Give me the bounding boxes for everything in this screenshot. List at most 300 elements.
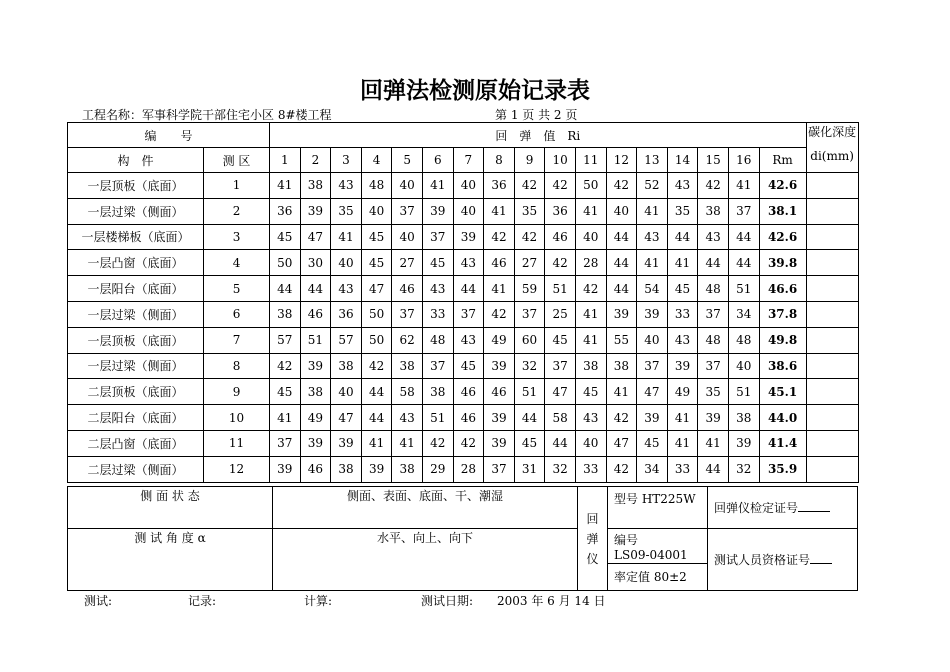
table-row	[68, 224, 859, 250]
rebound-value-cell: 42	[270, 353, 301, 379]
table-row	[68, 379, 859, 405]
point-header: 9	[514, 148, 545, 173]
rm-value-cell: 42.6	[759, 224, 806, 250]
rebound-value-cell: 39	[728, 430, 759, 456]
rebound-value-cell: 38	[270, 301, 301, 327]
rebound-value-cell: 42	[484, 224, 515, 250]
rebound-value-cell: 27	[514, 250, 545, 276]
instrument-model: 型号 HT225W	[614, 492, 696, 506]
table-row	[68, 430, 859, 456]
cert-blank	[798, 500, 830, 512]
rebound-value-cell: 45	[361, 250, 392, 276]
rebound-value-cell: 47	[545, 379, 576, 405]
rebound-value-cell: 55	[606, 327, 637, 353]
point-header: 13	[637, 148, 668, 173]
rebound-value-cell: 37	[698, 353, 729, 379]
rebound-value-cell: 37	[514, 301, 545, 327]
instrument-label	[578, 487, 608, 591]
rebound-value-cell: 46	[453, 379, 484, 405]
carbonation-cell	[806, 250, 858, 276]
rm-value-cell: 49.8	[759, 327, 806, 353]
rebound-value-cell: 32	[545, 456, 576, 482]
rm-value-cell: 42.6	[759, 173, 806, 199]
rebound-value-cell: 37	[422, 224, 453, 250]
rebound-value-cell: 47	[637, 379, 668, 405]
rebound-value-cell: 49	[484, 327, 515, 353]
rebound-value-cell: 39	[484, 353, 515, 379]
rebound-value-cell: 51	[514, 379, 545, 405]
rebound-value-cell: 42	[361, 353, 392, 379]
rebound-value-cell: 54	[637, 276, 668, 302]
rebound-value-cell: 52	[637, 173, 668, 199]
rebound-value-cell: 33	[667, 301, 698, 327]
rebound-value-cell: 45	[270, 224, 301, 250]
component-cell: 一层凸窗（底面）	[68, 250, 204, 276]
rebound-value-cell: 50	[270, 250, 301, 276]
table-row	[68, 327, 859, 353]
rebound-value-cell: 41	[270, 405, 301, 431]
rebound-value-cell: 46	[453, 405, 484, 431]
rebound-value-cell: 39	[422, 198, 453, 224]
rebound-value-cell: 62	[392, 327, 423, 353]
rebound-value-cell: 41	[575, 301, 606, 327]
rebound-value-cell: 40	[606, 198, 637, 224]
carbonation-cell	[806, 405, 858, 431]
rebound-value-cell: 38	[331, 353, 362, 379]
rebound-value-cell: 45	[545, 327, 576, 353]
zone-cell: 4	[204, 250, 270, 276]
rebound-value-cell: 47	[361, 276, 392, 302]
carbonation-cell	[806, 173, 858, 199]
rebound-value-cell: 43	[453, 327, 484, 353]
rebound-value-cell: 43	[331, 173, 362, 199]
point-header: 2	[300, 148, 331, 173]
rebound-value-cell: 47	[300, 224, 331, 250]
serial-label: 编号	[614, 533, 639, 547]
rebound-value-cell: 38	[331, 456, 362, 482]
rebound-value-cell: 41	[484, 198, 515, 224]
rebound-value-cell: 36	[545, 198, 576, 224]
rm-value-cell: 37.8	[759, 301, 806, 327]
zone-cell: 7	[204, 327, 270, 353]
rebound-value-cell: 40	[575, 224, 606, 250]
rebound-value-cell: 45	[514, 430, 545, 456]
point-header: 3	[331, 148, 362, 173]
rebound-value-cell: 49	[667, 379, 698, 405]
rebound-value-cell: 48	[422, 327, 453, 353]
component-cell: 二层阳台（底面）	[68, 405, 204, 431]
rebound-value-cell: 39	[484, 405, 515, 431]
point-header: 16	[728, 148, 759, 173]
rebound-value-cell: 42	[514, 224, 545, 250]
rebound-value-cell: 36	[270, 198, 301, 224]
rebound-value-cell: 45	[453, 353, 484, 379]
rebound-value-cell: 28	[575, 250, 606, 276]
rebound-value-cell: 39	[637, 405, 668, 431]
angle-label: 测 试 角 度 α	[68, 529, 273, 591]
rebound-value-cell: 46	[484, 379, 515, 405]
zone-cell: 3	[204, 224, 270, 250]
rebound-value-cell: 48	[698, 276, 729, 302]
carbonation-cell	[806, 301, 858, 327]
rebound-value-cell: 50	[361, 327, 392, 353]
rebound-value-cell: 35	[514, 198, 545, 224]
rebound-value-cell: 58	[392, 379, 423, 405]
rebound-value-cell: 36	[331, 301, 362, 327]
point-header: 7	[453, 148, 484, 173]
zone-cell: 6	[204, 301, 270, 327]
rebound-value-cell: 43	[637, 224, 668, 250]
rebound-value-cell: 42	[453, 430, 484, 456]
personnel-cert-cell	[708, 529, 858, 591]
rebound-value-cell: 25	[545, 301, 576, 327]
rebound-value-cell: 30	[300, 250, 331, 276]
carbonation-cell	[806, 379, 858, 405]
rebound-value-cell: 43	[667, 327, 698, 353]
personnel-cert-blank	[810, 552, 832, 564]
serial-value: LS09-04001	[614, 548, 688, 562]
component-cell: 一层过梁（侧面）	[68, 353, 204, 379]
rm-value-cell: 35.9	[759, 456, 806, 482]
rebound-value-cell: 40	[361, 198, 392, 224]
rm-header: Rm	[759, 148, 806, 173]
rebound-value-cell: 44	[698, 250, 729, 276]
rebound-value-cell: 37	[637, 353, 668, 379]
component-cell: 一层楼梯板（底面）	[68, 224, 204, 250]
rebound-value-cell: 41	[422, 173, 453, 199]
rebound-value-cell: 48	[698, 327, 729, 353]
point-header: 5	[392, 148, 423, 173]
rebound-value-cell: 39	[361, 456, 392, 482]
personnel-cert-label: 测试人员资格证号	[714, 553, 811, 567]
rebound-value-cell: 37	[698, 301, 729, 327]
zone-cell: 10	[204, 405, 270, 431]
rebound-value-cell: 41	[667, 405, 698, 431]
rebound-value-cell: 33	[422, 301, 453, 327]
rebound-value-cell: 41	[698, 430, 729, 456]
component-cell: 一层顶板（底面）	[68, 173, 204, 199]
rebound-value-cell: 42	[545, 173, 576, 199]
rebound-value-cell: 42	[484, 301, 515, 327]
rm-value-cell: 41.4	[759, 430, 806, 456]
rebound-value-cell: 33	[667, 456, 698, 482]
point-header: 12	[606, 148, 637, 173]
rebound-value-cell: 59	[514, 276, 545, 302]
rebound-value-cell: 46	[545, 224, 576, 250]
table-row	[68, 456, 859, 482]
side-state-label: 侧 面 状 态	[68, 487, 273, 529]
rebound-record-table	[67, 122, 859, 483]
rebound-value-cell: 44	[728, 224, 759, 250]
rebound-value-cell: 38	[300, 173, 331, 199]
rebound-value-cell: 45	[270, 379, 301, 405]
rm-value-cell: 44.0	[759, 405, 806, 431]
calibration-value: 率定值 80±2	[614, 570, 687, 584]
rebound-value-cell: 44	[300, 276, 331, 302]
rebound-value-cell: 48	[361, 173, 392, 199]
rebound-value-cell: 46	[484, 250, 515, 276]
rebound-value-cell: 58	[545, 405, 576, 431]
rebound-value-cell: 43	[698, 224, 729, 250]
rebound-value-cell: 41	[392, 430, 423, 456]
carbonation-cell	[806, 456, 858, 482]
rebound-value-cell: 39	[300, 430, 331, 456]
point-header: 11	[575, 148, 606, 173]
rebound-value-cell: 37	[545, 353, 576, 379]
rebound-value-cell: 39	[270, 456, 301, 482]
instrument-cert	[708, 499, 857, 516]
rebound-value-cell: 50	[575, 173, 606, 199]
rebound-value-cell: 45	[361, 224, 392, 250]
point-header: 14	[667, 148, 698, 173]
rebound-value-cell: 38	[392, 353, 423, 379]
rebound-value-cell: 41	[575, 327, 606, 353]
zone-cell: 8	[204, 353, 270, 379]
rebound-value-cell: 40	[392, 173, 423, 199]
rebound-value-cell: 42	[575, 276, 606, 302]
carbonation-cell	[806, 353, 858, 379]
table-row	[68, 250, 859, 276]
instrument-label-text: 回弹仪	[586, 511, 599, 566]
rebound-value-cell: 40	[575, 430, 606, 456]
carbonation-cell	[806, 327, 858, 353]
point-header: 15	[698, 148, 729, 173]
rebound-value-cell: 48	[728, 327, 759, 353]
rebound-value-cell: 42	[698, 173, 729, 199]
rebound-value-cell: 37	[392, 301, 423, 327]
component-header: 构 件	[68, 148, 204, 173]
page-info: 第 1 页 共 2 页	[495, 108, 578, 122]
rebound-value-cell: 38	[575, 353, 606, 379]
rebound-value-cell: 47	[331, 405, 362, 431]
component-cell: 二层过梁（侧面）	[68, 456, 204, 482]
rebound-value-cell: 49	[300, 405, 331, 431]
carbonation-unit: di(mm)	[810, 149, 854, 163]
zone-cell: 1	[204, 173, 270, 199]
carbonation-header	[806, 123, 858, 173]
rebound-value-cell: 41	[361, 430, 392, 456]
rebound-value-cell: 39	[453, 224, 484, 250]
recorder-label: 记录:	[188, 594, 217, 608]
test-date-label: 测试日期:	[421, 594, 474, 608]
rebound-value-cell: 42	[514, 173, 545, 199]
rm-value-cell: 38.1	[759, 198, 806, 224]
rebound-value-cell: 42	[606, 456, 637, 482]
rebound-value-cell: 44	[667, 224, 698, 250]
rebound-value-cell: 38	[606, 353, 637, 379]
rebound-value-cell: 42	[606, 405, 637, 431]
table-row	[68, 405, 859, 431]
instrument-info-table	[67, 486, 858, 591]
point-header: 1	[270, 148, 301, 173]
zone-cell: 12	[204, 456, 270, 482]
rebound-value-cell: 40	[331, 379, 362, 405]
rebound-value-cell: 31	[514, 456, 545, 482]
component-cell: 一层过梁（侧面）	[68, 301, 204, 327]
carbonation-label: 碳化深度	[808, 125, 857, 139]
rebound-value-cell: 43	[422, 276, 453, 302]
rebound-value-cell: 43	[392, 405, 423, 431]
rebound-value-cell: 50	[361, 301, 392, 327]
rebound-value-cell: 37	[484, 456, 515, 482]
test-date-value: 2003 年 6 月 14 日	[497, 594, 606, 608]
rebound-value-cell: 44	[606, 250, 637, 276]
side-state-value: 侧面、表面、底面、干、潮湿	[273, 487, 578, 529]
rebound-value-cell: 46	[392, 276, 423, 302]
cert-cell	[708, 487, 858, 529]
rebound-value-cell: 60	[514, 327, 545, 353]
rebound-value-cell: 45	[422, 250, 453, 276]
header-row-1	[68, 123, 859, 148]
rebound-value-cell: 39	[698, 405, 729, 431]
rebound-value-cell: 27	[392, 250, 423, 276]
project-name: 工程名称：军事科学院干部住宅小区 8#楼工程	[82, 108, 332, 122]
rebound-value-cell: 42	[422, 430, 453, 456]
rebound-value-cell: 37	[453, 301, 484, 327]
rebound-value-cell: 43	[667, 173, 698, 199]
rebound-value-cell: 39	[484, 430, 515, 456]
rebound-value-cell: 41	[270, 173, 301, 199]
rebound-value-cell: 46	[300, 301, 331, 327]
header-row-2	[68, 148, 859, 173]
component-cell: 一层阳台（底面）	[68, 276, 204, 302]
rebound-value-cell: 44	[606, 276, 637, 302]
rebound-value-cell: 44	[514, 405, 545, 431]
rebound-value-cell: 51	[545, 276, 576, 302]
rebound-value-cell: 39	[331, 430, 362, 456]
rebound-value-cell: 44	[270, 276, 301, 302]
rebound-value-cell: 44	[606, 224, 637, 250]
rebound-value-cell: 41	[667, 250, 698, 276]
rebound-value-cell: 35	[667, 198, 698, 224]
zone-header: 测 区	[204, 148, 270, 173]
tester-label: 测试:	[84, 594, 113, 608]
rm-value-cell: 38.6	[759, 353, 806, 379]
rm-value-cell: 39.8	[759, 250, 806, 276]
rebound-value-cell: 39	[637, 301, 668, 327]
angle-value: 水平、向上、向下	[273, 529, 578, 591]
rebound-value-cell: 43	[575, 405, 606, 431]
rebound-value-cell: 41	[667, 430, 698, 456]
rebound-value-cell: 38	[422, 379, 453, 405]
rebound-value-cell: 38	[698, 198, 729, 224]
rebound-value-cell: 40	[392, 224, 423, 250]
rebound-value-cell: 57	[331, 327, 362, 353]
zone-cell: 11	[204, 430, 270, 456]
rebound-value-cell: 51	[728, 379, 759, 405]
point-header: 10	[545, 148, 576, 173]
rebound-header: 回 弹 值 Ri	[270, 123, 807, 148]
rebound-value-cell: 38	[300, 379, 331, 405]
carbonation-cell	[806, 198, 858, 224]
rebound-value-cell: 41	[606, 379, 637, 405]
rebound-value-cell: 32	[514, 353, 545, 379]
rebound-value-cell: 47	[606, 430, 637, 456]
rebound-value-cell: 40	[453, 198, 484, 224]
rebound-value-cell: 38	[392, 456, 423, 482]
rebound-value-cell: 45	[667, 276, 698, 302]
point-header: 4	[361, 148, 392, 173]
rebound-value-cell: 40	[453, 173, 484, 199]
rebound-value-cell: 34	[728, 301, 759, 327]
rebound-value-cell: 41	[331, 224, 362, 250]
rebound-value-cell: 51	[422, 405, 453, 431]
rebound-value-cell: 44	[728, 250, 759, 276]
rebound-value-cell: 41	[637, 250, 668, 276]
rebound-value-cell: 43	[453, 250, 484, 276]
rebound-value-cell: 40	[728, 353, 759, 379]
rebound-value-cell: 40	[331, 250, 362, 276]
rm-value-cell: 46.6	[759, 276, 806, 302]
rebound-value-cell: 32	[728, 456, 759, 482]
calculator-label: 计算:	[304, 594, 333, 608]
zone-cell: 2	[204, 198, 270, 224]
rebound-value-cell: 35	[331, 198, 362, 224]
rebound-value-cell: 51	[728, 276, 759, 302]
number-header: 编 号	[68, 123, 270, 148]
component-cell: 二层顶板（底面）	[68, 379, 204, 405]
rebound-value-cell: 42	[545, 250, 576, 276]
rebound-value-cell: 36	[484, 173, 515, 199]
table-row	[68, 198, 859, 224]
point-header: 6	[422, 148, 453, 173]
point-header: 8	[484, 148, 515, 173]
rebound-value-cell: 39	[300, 353, 331, 379]
rebound-value-cell: 44	[698, 456, 729, 482]
rebound-value-cell: 46	[300, 456, 331, 482]
rebound-value-cell: 44	[545, 430, 576, 456]
rebound-value-cell: 37	[392, 198, 423, 224]
rebound-value-cell: 39	[300, 198, 331, 224]
rebound-value-cell: 44	[361, 379, 392, 405]
rebound-value-cell: 43	[331, 276, 362, 302]
rebound-value-cell: 37	[422, 353, 453, 379]
page-title: 回弹法检测原始记录表	[360, 78, 590, 104]
carbonation-cell	[806, 224, 858, 250]
table-row	[68, 301, 859, 327]
rebound-value-cell: 39	[667, 353, 698, 379]
rebound-value-cell: 57	[270, 327, 301, 353]
rebound-value-cell: 41	[728, 173, 759, 199]
zone-cell: 9	[204, 379, 270, 405]
rebound-value-cell: 38	[728, 405, 759, 431]
rebound-value-cell: 45	[637, 430, 668, 456]
rebound-value-cell: 45	[575, 379, 606, 405]
rebound-value-cell: 51	[300, 327, 331, 353]
rebound-value-cell: 42	[606, 173, 637, 199]
carbonation-cell	[806, 276, 858, 302]
component-cell: 二层凸窗（底面）	[68, 430, 204, 456]
rebound-value-cell: 41	[575, 198, 606, 224]
rebound-value-cell: 41	[637, 198, 668, 224]
rebound-value-cell: 39	[606, 301, 637, 327]
rebound-value-cell: 29	[422, 456, 453, 482]
rm-value-cell: 45.1	[759, 379, 806, 405]
component-cell: 一层过梁（侧面）	[68, 198, 204, 224]
zone-cell: 5	[204, 276, 270, 302]
rebound-value-cell: 35	[698, 379, 729, 405]
table-row	[68, 173, 859, 199]
rebound-value-cell: 37	[728, 198, 759, 224]
rebound-value-cell: 34	[637, 456, 668, 482]
personnel-cert	[708, 551, 857, 568]
table-row	[68, 276, 859, 302]
rebound-value-cell: 40	[637, 327, 668, 353]
rebound-value-cell: 41	[484, 276, 515, 302]
table-row	[68, 353, 859, 379]
rebound-value-cell: 37	[270, 430, 301, 456]
rebound-value-cell: 44	[453, 276, 484, 302]
